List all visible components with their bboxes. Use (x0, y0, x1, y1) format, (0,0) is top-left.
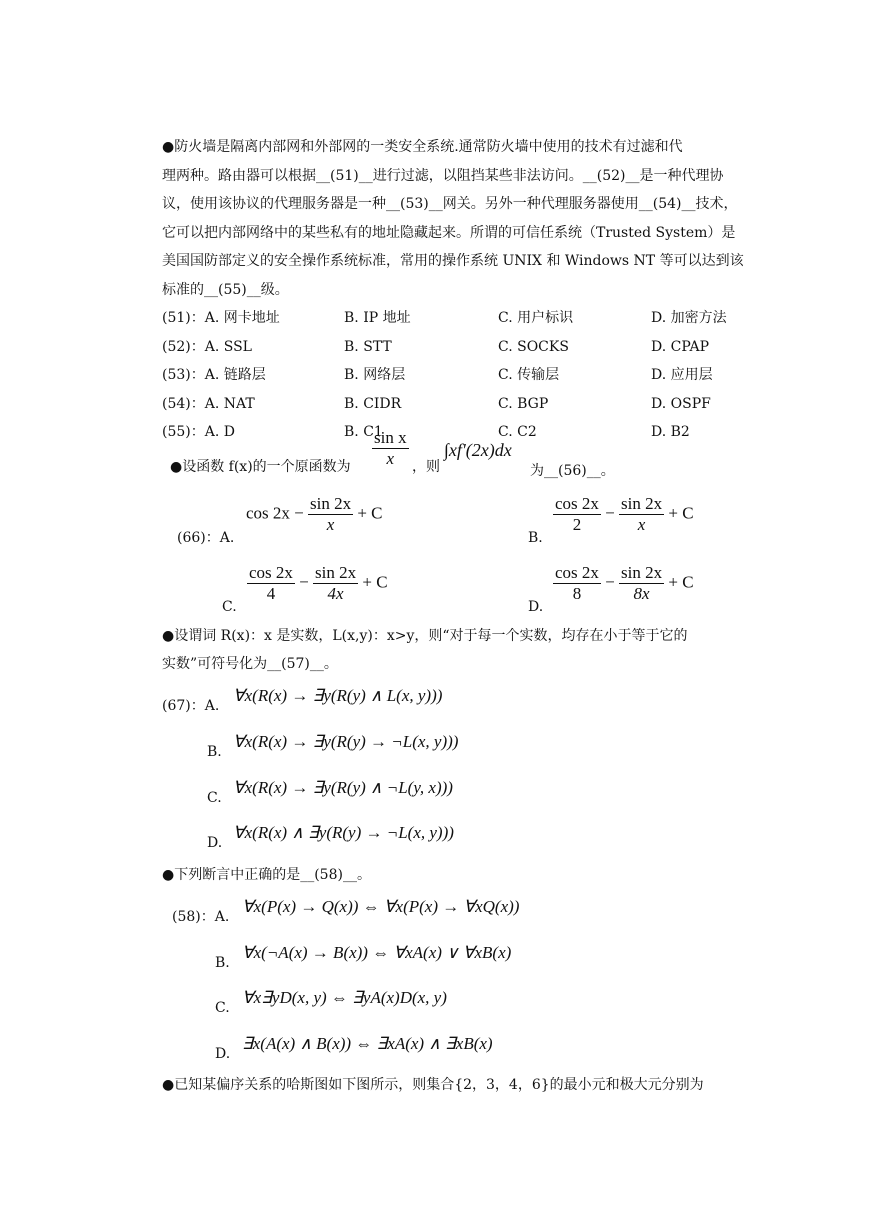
option-55-c: C. C2 (498, 424, 537, 440)
q56-b-minus: − (605, 503, 615, 523)
q56-b-num1: cos 2x (555, 494, 599, 513)
q59-line: ●已知某偏序关系的哈斯图如下图所示，则集合{2，3，4，6}的最小元和极大元分别为 (162, 1077, 704, 1093)
q56-b-tail: + C (668, 503, 694, 523)
q58-option-b: ∀x(¬A(x) → B(x)) ⇔ ∀xA(x) ∨ ∀xB(x) (242, 943, 512, 962)
q56-mid: ，则 (412, 459, 440, 475)
option-54-d: D. OSPF (651, 396, 711, 412)
q56-d-den2: 8x (633, 584, 650, 603)
q58-option-d: ∃x(A(x) ∧ B(x)) ⇔ ∃xA(x) ∧ ∃xB(x) (242, 1034, 493, 1053)
q56-frac-den: x (386, 449, 395, 468)
option-51-a: (51)：A. 网卡地址 (162, 310, 280, 326)
q56-d-minus: − (605, 572, 615, 592)
q56-c-tail: + C (362, 572, 388, 592)
q56-option-a (246, 494, 383, 535)
q56-a-lead: cos 2x − (246, 503, 304, 523)
firewall-line-1: ●防火墙是隔离内部网和外部网的一类安全系统.通常防火墙中使用的技术有过滤和代 (162, 139, 683, 155)
option-51-c: C. 用户标识 (498, 310, 574, 326)
option-55-d: D. B2 (651, 424, 690, 440)
q56-option-c (247, 563, 388, 604)
q56-b-num2: sin 2x (621, 494, 663, 513)
q57-line-2: 实数”可符号化为__(57)__。 (162, 656, 338, 672)
q56-c-num2: sin 2x (315, 563, 357, 582)
q56-d-num2: sin 2x (621, 563, 663, 582)
q57-label-b: B. (207, 744, 222, 760)
option-55-b: B. C1 (344, 424, 383, 440)
firewall-line-4: 它可以把内部网络中的某些私有的地址隐藏起来。所谓的可信任系统（Trusted System）是 (162, 225, 736, 241)
q56-label-a: (66)：A. (177, 530, 235, 546)
option-51-d: D. 加密方法 (651, 310, 727, 326)
option-54-a: (54)：A. NAT (162, 396, 255, 412)
q56-c-minus: − (299, 572, 309, 592)
option-54-b: B. CIDR (344, 396, 402, 412)
q57-label-c: C. (207, 790, 222, 806)
q56-option-b (553, 494, 694, 535)
firewall-line-6: 标准的__(55)__级。 (162, 282, 289, 298)
q58-label-c: C. (215, 1000, 230, 1016)
q57-option-a: ∀x(R(x) → ∃y(R(y) ∧ L(x, y))) (233, 686, 443, 705)
q56-fraction (372, 428, 409, 469)
q56-suffix: 为__(56)__。 (530, 463, 615, 479)
q58-option-c: ∀x∃yD(x, y) ⇔ ∃yA(x)D(x, y) (242, 988, 447, 1007)
q58-label-d: D. (215, 1046, 231, 1062)
q56-a-den: x (326, 515, 335, 534)
q56-b-den2: x (637, 515, 646, 534)
q56-d-num1: cos 2x (555, 563, 599, 582)
q56-d-tail: + C (668, 572, 694, 592)
q56-a-num: sin 2x (310, 494, 352, 513)
option-52-c: C. SOCKS (498, 339, 569, 355)
q56-integral: ∫xf'(2x)dx (444, 440, 512, 460)
firewall-line-5: 美国国防部定义的安全操作系统标准，常用的操作系统 UNIX 和 Windows NT 等可以达到该 (162, 253, 744, 269)
firewall-line-3: 议，使用该协议的代理服务器是一种__(53)__网关。另外一种代理服务器使用__(54)__技术， (162, 196, 738, 212)
option-53-c: C. 传输层 (498, 367, 560, 383)
q56-c-den1: 4 (266, 584, 276, 603)
q58-label-b: B. (215, 955, 230, 971)
option-53-b: B. 网络层 (344, 367, 406, 383)
option-55-a: (55)：A. D (162, 424, 235, 440)
option-51-b: B. IP 地址 (344, 310, 411, 326)
q58-line: ●下列断言中正确的是__(58)__。 (162, 867, 371, 883)
q57-option-b: ∀x(R(x) → ∃y(R(y) → ¬L(x, y))) (233, 732, 459, 751)
q57-label-d: D. (207, 835, 223, 851)
q56-b-den1: 2 (572, 515, 582, 534)
option-52-a: (52)：A. SSL (162, 339, 252, 355)
firewall-line-2: 理两种。路由器可以根据__(51)__进行过滤，以阻挡某些非法访问。__(52)__是一种代理协 (162, 168, 724, 184)
q56-label-d: D. (528, 599, 544, 615)
option-52-d: D. CPAP (651, 339, 710, 355)
q56-a-tail: + C (357, 503, 383, 523)
q57-option-d: ∀x(R(x) ∧ ∃y(R(y) → ¬L(x, y))) (233, 823, 454, 842)
option-53-a: (53)：A. 链路层 (162, 367, 266, 383)
option-53-d: D. 应用层 (651, 367, 713, 383)
q56-frac-num: sin x (374, 428, 407, 447)
q56-label-b: B. (528, 530, 543, 546)
q56-c-den2: 4x (327, 584, 344, 603)
option-54-c: C. BGP (498, 396, 549, 412)
q58-option-a: ∀x(P(x) → Q(x)) ⇔ ∀x(P(x) → ∀xQ(x)) (242, 897, 520, 916)
q56-option-d (553, 563, 694, 604)
q58-label-a: (58)：A. (172, 909, 230, 925)
q57-option-c: ∀x(R(x) → ∃y(R(y) ∧ ¬L(y, x))) (233, 778, 453, 797)
q57-label-a: (67)：A. (162, 698, 220, 714)
q56-label-c: C. (222, 599, 237, 615)
q56-prefix: ●设函数 f(x)的一个原函数为 (170, 459, 351, 475)
option-52-b: B. STT (344, 339, 392, 355)
q56-c-num1: cos 2x (249, 563, 293, 582)
q57-line-1: ●设谓词 R(x)：x 是实数，L(x,y)：x>y，则“对于每一个实数，均存在小于等于它的 (162, 628, 688, 644)
q56-d-den1: 8 (572, 584, 582, 603)
